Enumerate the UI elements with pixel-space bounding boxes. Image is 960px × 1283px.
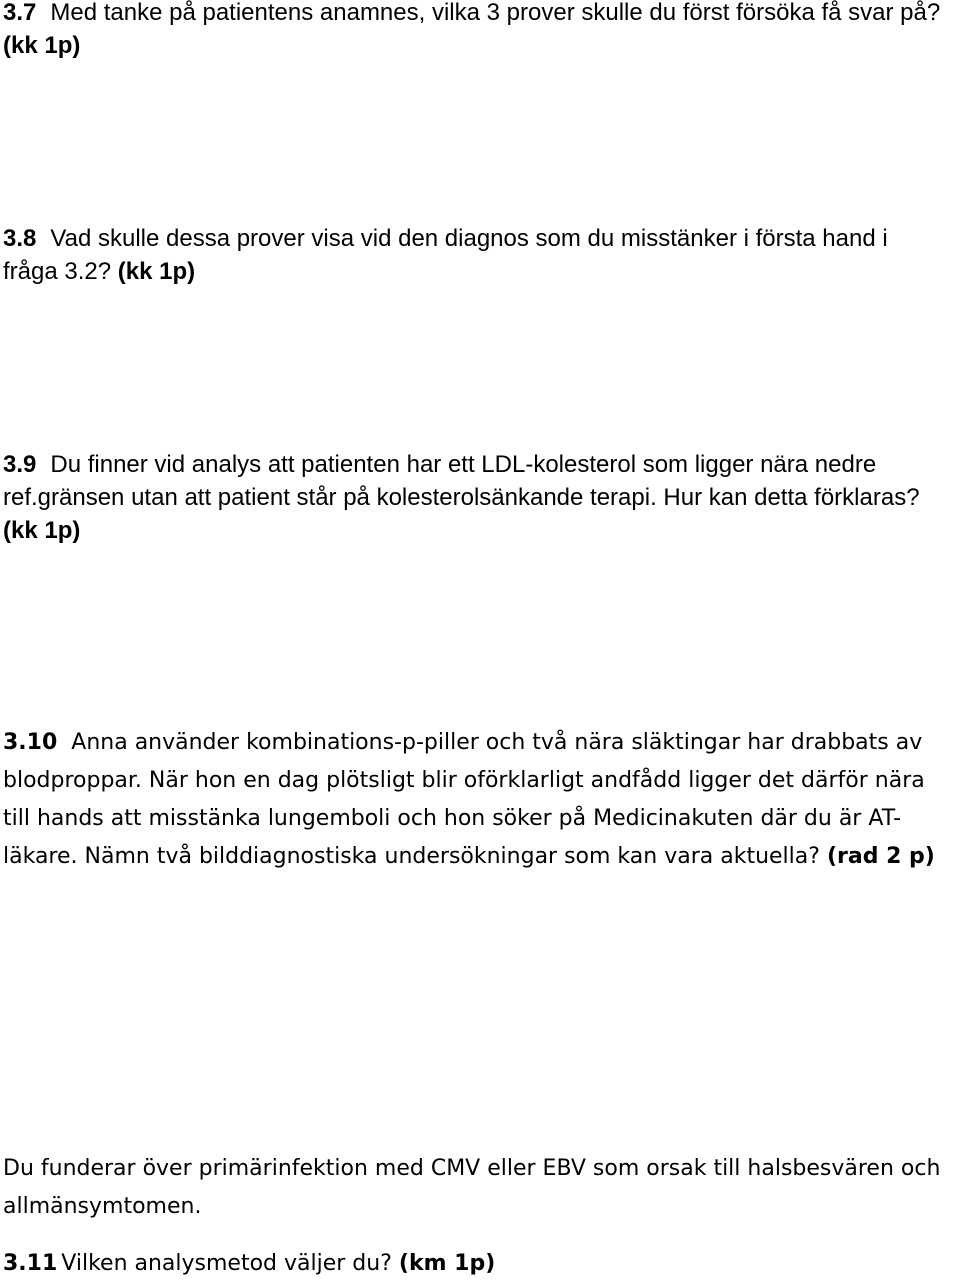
- question-3-9: [3, 448, 948, 547]
- question-text: Anna använder kombinations-p-piller och två nära släktingar har drabbats av blodproppar. När hon en dag plötsligt blir oförklarligt andfådd ligger det därför nära till hands att misstänka lungemboli och hon söker på Medicinakuten där du är AT-läkare. Nämn två bilddiagnostiska undersökningar som kan vara aktuella?: [3, 730, 925, 869]
- question-number: 3.7: [3, 0, 37, 26]
- question-points: (kk 1p): [117, 258, 196, 285]
- question-points: (km 1p): [398, 1251, 496, 1276]
- question-number: 3.8: [3, 225, 37, 252]
- question-3-11: [3, 1245, 948, 1283]
- intro-text: Du funderar över primärinfektion med CMV eller EBV som orsak till halsbesvären och allmänsymtomen.: [3, 1156, 941, 1219]
- question-points: (kk 1p): [3, 32, 81, 59]
- question-points: (rad 2 p): [826, 844, 935, 869]
- question-3-10: [3, 724, 948, 876]
- question-number: 3.10: [3, 730, 58, 755]
- question-3-8: [3, 222, 913, 288]
- question-number: 3.9: [3, 451, 37, 478]
- question-text: Vilken analysmetod väljer du?: [61, 1251, 392, 1276]
- intro-3-11: [3, 1150, 948, 1226]
- question-text: Du finner vid analys att patienten har ett LDL-kolesterol som ligger nära nedre ref.gränsen utan att patient står på kolesterolsänkande terapi. Hur kan detta förklaras?: [3, 451, 920, 511]
- question-points: (kk 1p): [3, 517, 81, 544]
- question-number: 3.11: [3, 1251, 58, 1276]
- question-text: Vad skulle dessa prover visa vid den diagnos som du misstänker i första hand i fråga 3.2?: [3, 225, 888, 285]
- question-3-7: [3, 0, 958, 62]
- question-text: Med tanke på patientens anamnes, vilka 3 prover skulle du först försöka få svar på?: [50, 0, 941, 26]
